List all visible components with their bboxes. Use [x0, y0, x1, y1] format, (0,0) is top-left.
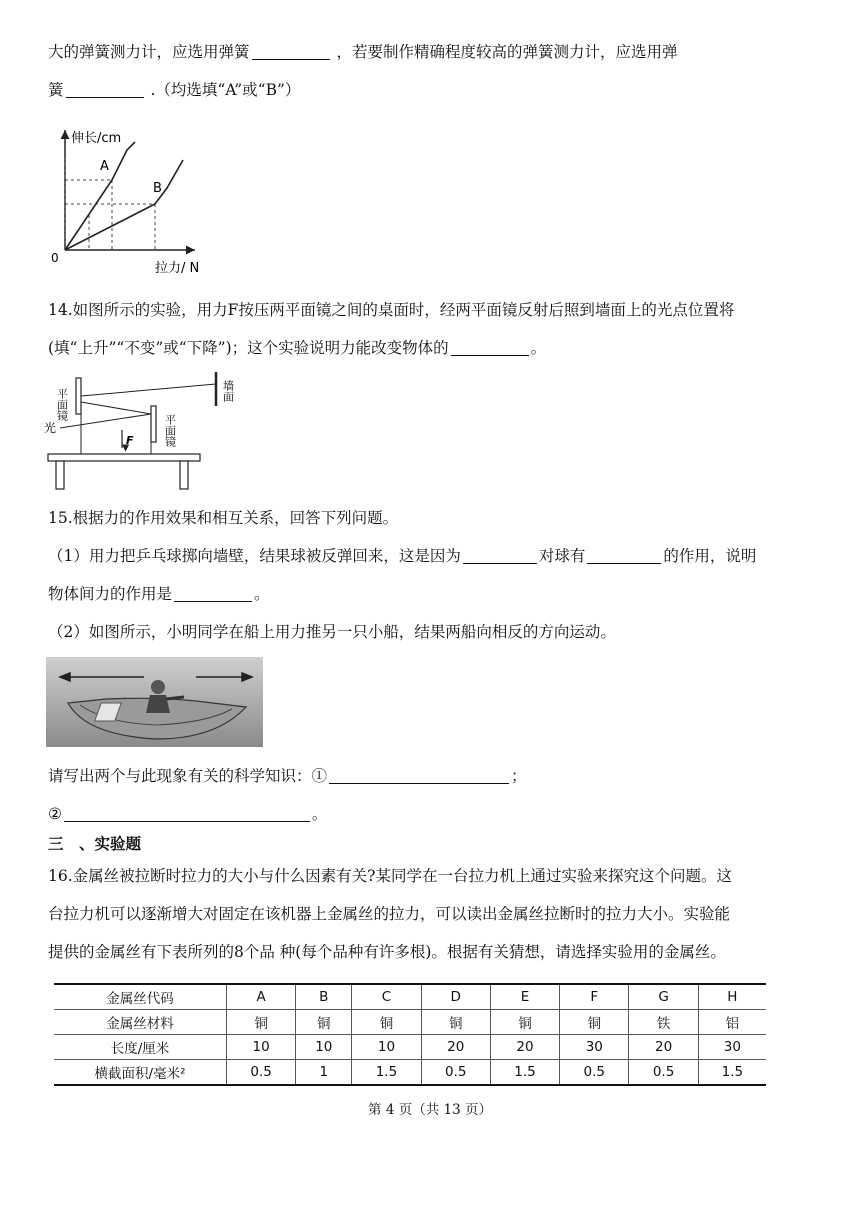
- table-cell: 30: [560, 1035, 629, 1060]
- q14-line-2: [48, 338, 546, 358]
- q15-text: ②: [48, 805, 62, 823]
- answer-blank[interactable]: [329, 767, 509, 784]
- table-cell: 铜: [490, 1010, 559, 1035]
- answer-blank[interactable]: [64, 805, 310, 822]
- q13-text: 大的弹簧测力计，应选用弹簧: [48, 43, 250, 61]
- q13-text: ，若要制作精确程度较高的弹簧测力计，应选用弹: [336, 43, 678, 61]
- left-mirror-label: 平面镜: [55, 388, 69, 421]
- table-cell: 20: [629, 1035, 698, 1060]
- y-axis-label: 伸长/cm: [71, 131, 122, 146]
- table-cell: 30: [698, 1035, 766, 1060]
- label-b: B: [153, 181, 162, 196]
- table-cell: 1.5: [352, 1060, 421, 1086]
- table-row: [54, 1010, 766, 1035]
- table-cell: 铜: [560, 1010, 629, 1035]
- label-a: A: [100, 159, 109, 174]
- table-cell: D: [421, 984, 490, 1010]
- table-cell: 铜: [296, 1010, 352, 1035]
- q13-line-1: [48, 42, 677, 62]
- wall-label: 墙面: [221, 380, 235, 402]
- left-mirror: [76, 378, 81, 414]
- q15-text: ；: [511, 767, 527, 785]
- q16-line-2: 台拉力机可以逐渐增大对固定在该机器上金属丝的拉力，可以读出金属丝拉断时的拉力大小。实验能: [48, 905, 731, 923]
- spring-extension-graph: [45, 122, 225, 282]
- metal-wire-table: [54, 983, 766, 1086]
- x-axis-label: 拉力/ N: [155, 261, 200, 276]
- table-cell: 铜: [227, 1010, 296, 1035]
- table-cell: 铜: [352, 1010, 421, 1035]
- right-mirror-label: 平面镜: [163, 414, 177, 447]
- answer-blank[interactable]: [451, 339, 529, 356]
- q15-text: 物体间力的作用是: [48, 585, 173, 603]
- row-header-cell: 金属丝代码: [54, 984, 227, 1010]
- q15-part2: （2）如图所示，小明同学在船上用力推另一只小船，结果两船向相反的方向运动。: [48, 623, 616, 641]
- table-cell: E: [490, 984, 559, 1010]
- table-cell: G: [629, 984, 698, 1010]
- q15-text: 。: [254, 585, 270, 603]
- answer-blank[interactable]: [252, 43, 330, 60]
- line-b: [65, 160, 183, 250]
- table-row: [54, 984, 766, 1010]
- table-cell: 10: [352, 1035, 421, 1060]
- table-cell: 10: [227, 1035, 296, 1060]
- table-cell: 0.5: [560, 1060, 629, 1086]
- row-header-cell: 长度/厘米: [54, 1035, 227, 1060]
- section-title: 三 、实验题: [48, 835, 142, 853]
- q15-ask-line-1: [48, 766, 527, 786]
- light-label: 光: [44, 421, 57, 435]
- q15-text: （1）用力把乒乓球掷向墙壁，结果球被反弹回来，这是因为: [48, 547, 461, 565]
- q13-line-2: [48, 80, 300, 100]
- table-cell: 1.5: [490, 1060, 559, 1086]
- table-cell: 1: [296, 1060, 352, 1086]
- q15-part1-line-2: [48, 584, 270, 604]
- table-cell: 20: [490, 1035, 559, 1060]
- q15-title: 15.根据力的作用效果和相互关系，回答下列问题。: [48, 509, 399, 527]
- q14-text: 。: [530, 339, 547, 357]
- q15-text: 。: [311, 805, 328, 823]
- table-cell: A: [227, 984, 296, 1010]
- page-footer: 第 4 页（共 13 页）: [368, 1102, 492, 1118]
- row-header-cell: 金属丝材料: [54, 1010, 227, 1035]
- answer-blank[interactable]: [463, 547, 537, 564]
- table-cell: F: [560, 984, 629, 1010]
- table-cell: 0.5: [421, 1060, 490, 1086]
- table-cell: H: [698, 984, 766, 1010]
- table-cell: 20: [421, 1035, 490, 1060]
- q15-text: 对球有: [538, 547, 586, 565]
- mirror-experiment-figure: [40, 372, 250, 490]
- answer-blank[interactable]: [66, 81, 144, 98]
- table-cell: 铝: [698, 1010, 766, 1035]
- q14-line-1: 14.如图所示的实验，用力F按压两平面镜之间的桌面时，经两平面镜反射后照到墙面上的光点位置将: [48, 301, 735, 319]
- table-cell: C: [352, 984, 421, 1010]
- answer-blank[interactable]: [587, 547, 661, 564]
- q15-text: 的作用，说明: [663, 547, 757, 565]
- q15-text: 请写出两个与此现象有关的科学知识：①: [48, 767, 328, 785]
- q15-ask-line-2: [48, 804, 327, 824]
- q13-text: .（均选填“A”或“B”）: [150, 81, 301, 99]
- q13-text: 簧: [48, 81, 64, 99]
- table-cell: 铁: [629, 1010, 698, 1035]
- q15-part1-line-1: [48, 546, 756, 566]
- answer-blank[interactable]: [174, 585, 252, 602]
- boat-push-photo: [46, 657, 263, 747]
- q16-line-1: 16.金属丝被拉断时拉力的大小与什么因素有关?某同学在一台拉力机上通过实验来探究这个问题。这: [48, 867, 732, 885]
- row-header-cell: 横截面积/毫米²: [54, 1060, 227, 1086]
- origin-label: 0: [51, 251, 59, 265]
- table-top: [48, 454, 200, 461]
- table-cell: 0.5: [227, 1060, 296, 1086]
- table-cell: 铜: [421, 1010, 490, 1035]
- right-mirror: [151, 406, 156, 442]
- table-row: [54, 1060, 766, 1086]
- table-cell: 10: [296, 1035, 352, 1060]
- table-cell: B: [296, 984, 352, 1010]
- force-label: F: [126, 434, 134, 447]
- table-cell: 1.5: [698, 1060, 766, 1086]
- table-row: [54, 1035, 766, 1060]
- q14-text: (填“上升”“不变”或“下降”)；这个实验说明力能改变物体的: [48, 339, 449, 357]
- q16-line-3: 提供的金属丝有下表所列的8个品 种(每个品种有许多根)。根据有关猜想，请选择实验用的金属丝。: [48, 943, 726, 961]
- table-cell: 0.5: [629, 1060, 698, 1086]
